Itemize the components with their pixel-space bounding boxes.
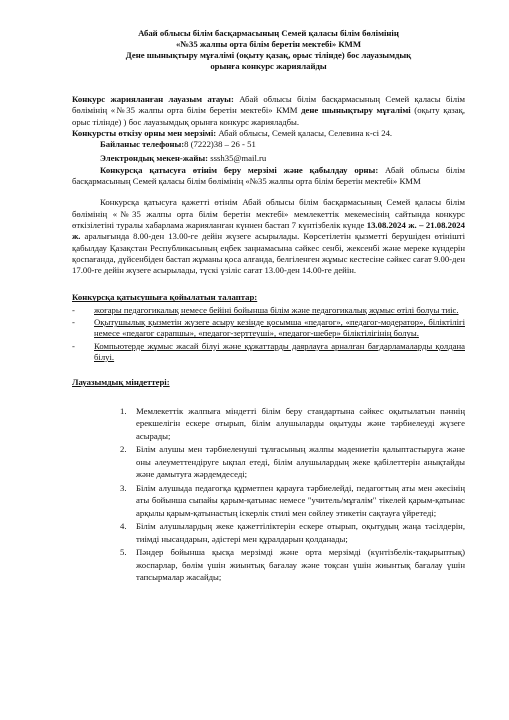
phone-label: Байланыс телефоны:: [100, 139, 185, 150]
schedule-text-2: аралығында 8.00-ден 13.00-ге дейін жүзеге асырылады. Көрсетілетін қызметті берушіден өтінішті қабылдау Қазақстан Республикасының еңбек заңнамасына сәйкес сенбі, жексенбі және мереке күндерін қоспағанда, дүйсенбіден бастап жұманы қоса алғанда, белгіленген жұмыс кестесіне сәйкес сағат 9.00-ден 17.00-ге дейін жүзеге асырылады, түскі үзіліс сағат 13.00-ден 14.00-ге дейін.: [72, 231, 465, 276]
position-role: дене шынықтыру мұғалімі: [301, 105, 411, 116]
duty-text: Білім алушылардың жеке қажеттіліктерін ескере отырып, оқытудың жаңа тәсілдерін, тиімді нысандарын, әдістері мен құралдарын қолданады;: [136, 521, 465, 544]
header-line-1: Абай облысы білім басқармасының Семей қаласы білім бөлімінің: [138, 28, 399, 38]
document-header: [72, 28, 465, 72]
duty-item: 5. Пәндер бойынша қысқа мерзімді және орта мерзімді (күнтізбелік-тақырыптық) жоспарлар, бөлім үшін жиынтық бағалау және тоқсан үшін жиынтық бағалау үшін тапсырмалар жасайды;: [120, 547, 465, 583]
schedule-text-1: Конкурсқа қатысуға қажетті өтінім Абай облысы білім басқармасының Семей қаласы білім бөлімінің «№35 жалпы орта білім беретін мектебі» мемлекеттік мекемесінің сайтында конкурс өткізілетіні туралы хабарлама жарияланған күннен бастап 7 күнтізбелік күнде: [72, 197, 465, 230]
dash-bullet-icon: -: [72, 340, 75, 351]
position-label: Конкурс жарияланған лауазым атауы:: [72, 94, 234, 104]
position-text-1: Абай облысы білім басқармасының Семей қаласы білім бөлімінің «№35 жалпы орта білім беретін мектебі» КММ: [72, 94, 466, 116]
duties-title: Лауазымдық міндеттері:: [72, 377, 170, 388]
duty-text: Пәндер бойынша қысқа мерзімді және орта мерзімді (күнтізбелік-тақырыптық) жоспарлар, бөлім үшін жиынтық бағалау және тоқсан үшін жиынтық бағалау үшін тапсырмалар жасайды;: [136, 547, 465, 583]
duty-item: 2. Білім алушы мен тәрбиеленушi тұлғасының жалпы мәдениетін қалыптастыруға және оны әлеуметтендіруге ықпал етеді, білім алушылардың жеке қабілеттерін анықтайды және дамытуға жәрдемдеседі;: [120, 444, 465, 480]
requirement-item: [72, 317, 465, 340]
phone-line: [72, 139, 465, 150]
schedule-date-range: 13.08.2024 ж. – 21.08.2024 ж.: [72, 219, 465, 242]
dash-bullet-icon: -: [72, 304, 75, 315]
duties-list: [72, 405, 465, 584]
dash-bullet-icon: -: [72, 317, 75, 328]
requirement-text: Оқытушылық қызметін жүзеге асыру кезінде қосымша «педагог», «педагог-модератор», біліктілігі немесе «педагог сарапшы», «педагог-зерттеуші», «педагог-шебер» біліктілігінің болуы.: [94, 317, 465, 339]
requirement-text: жоғары педагогикалық немесе бейіні бойынша білім және педагогикалық жұмыс өтілі болуы тиіс.: [94, 304, 459, 315]
phone-value: 8 (7222)38 – 26 - 51: [184, 139, 256, 150]
header-line-3: Дене шынықтыру мұғалімі (оқыту қазақ, орыс тілінде) бос лауазымдық: [125, 50, 412, 60]
venue-paragraph: [72, 128, 465, 139]
duty-text: Білім алушыда педагогқа құрметпен қарауға тәрбиелейді, педагогтың аты мен әкесінің аты бойынша сыпайы қарым-қатынас немесе "учитель/мұғалім" тікелей қарым-қатынас арқылы қарым-қатынастың іскерлік стилі мен сөйлеу этикетін сақтауға үйретеді;: [136, 482, 465, 518]
duty-item: 4. Білім алушылардың жеке қажеттіліктерін ескере отырып, оқытудың жаңа тәсілдерін, тиімді нысандарын, әдістері мен құралдарын қолданады;: [120, 521, 465, 544]
requirements-list: [72, 305, 465, 363]
requirements-title: Конкурсқа қатысушыға қойылатын талаптар:: [72, 292, 258, 303]
position-paragraph: [72, 94, 465, 128]
position-text-2: (оқыту қазақ, орыс тілінде) ) бос лауазымдық орынға конкурс жарияладбы.: [72, 105, 465, 127]
header-line-4: орынға конкурс жариялайды: [210, 61, 327, 71]
schedule-paragraph: [72, 197, 465, 276]
email-line: [72, 153, 465, 164]
venue-value: Абай облысы, Семей қаласы, Селевина к-сі 24.: [216, 127, 393, 138]
intake-value: Абай облысы білім басқармасының Семей қаласы білім бөлімінің «№35 жалпы орта білім беретін мектебі» КММ: [72, 164, 465, 187]
header-line-2: «№35 жалпы орта білім беретін мектебі» КММ: [175, 39, 362, 49]
email-value[interactable]: sssh35@mail.ru: [208, 153, 267, 164]
duty-item: 3. Білім алушыда педагогқа құрметпен қарауға тәрбиелейді, педагогтың аты мен әкесінің аты бойынша сыпайы қарым-қатынас немесе "учитель/мұғалім" тікелей қарым-қатынас арқылы қарым-қатынастың іскерлік стилі мен сөйлеу этикетін сақтауға үйретеді;: [120, 482, 465, 518]
duty-text: Мемлекеттік жалпыға міндетті білім беру стандартына сәйкес оқытылатын пәннің ерекшелігін ескере отырып, білім алушыларды оқытуды және тәрбиелеуді жүзеге асырады;: [136, 405, 465, 441]
requirement-item: [72, 305, 465, 316]
email-label: Электрондық мекен-жайы:: [100, 153, 209, 164]
duty-item: 1. Мемлекеттік жалпыға міндетті білім беру стандартына сәйкес оқытылатын пәннің ерекшелігін ескере отырып, білім алушыларды оқытуды және тәрбиелеуді жүзеге асырады;: [120, 405, 465, 441]
requirement-text: Компьютерде жұмыс жасай білуі және құжаттарды даярлауға арналған бағдарламаларды қолдана білуі.: [94, 340, 465, 362]
requirement-item: [72, 341, 465, 364]
duty-text: Білім алушы мен тәрбиеленушi тұлғасының жалпы мәдениетін қалыптастыруға және оны әлеуметтендіруге ықпал етеді, білім алушылардың жеке қабілеттерін анықтайды және дамытуға жәрдемдеседі;: [136, 444, 465, 480]
venue-label: Конкурсты өткізу орны мен мерзімі:: [72, 127, 217, 138]
intake-label: Конкурсқа қатысуға өтінім беру мерзімі және қабылдау орны:: [100, 164, 379, 175]
intake-paragraph: [72, 165, 465, 188]
